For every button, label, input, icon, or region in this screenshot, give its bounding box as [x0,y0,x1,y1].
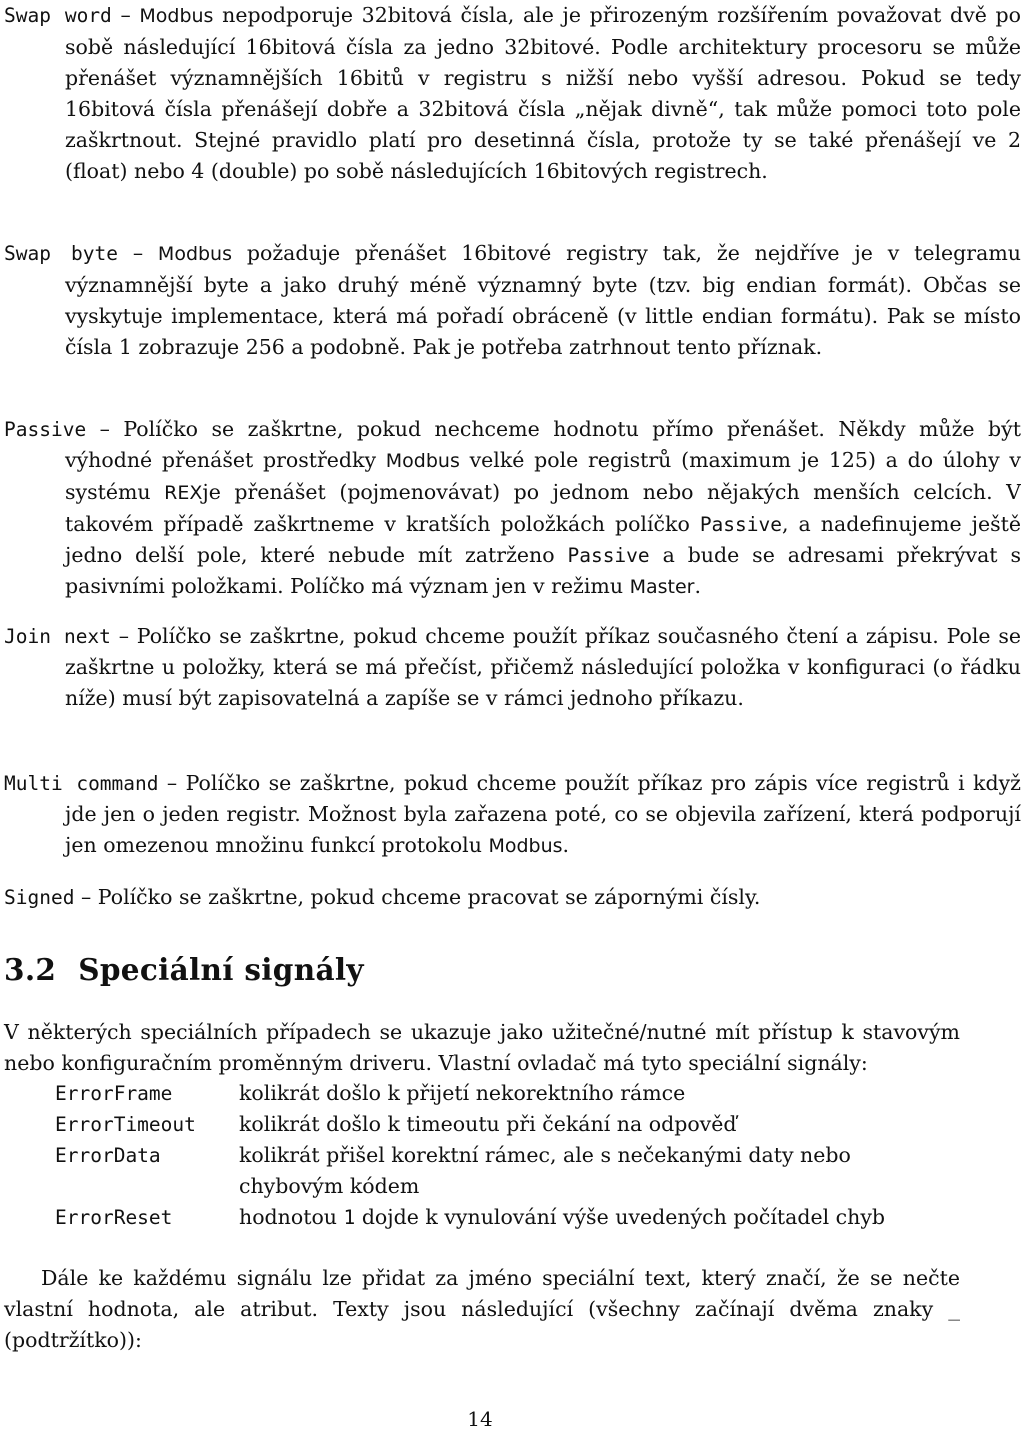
outro-text: (podtržítko)): [4,1328,142,1352]
section-heading [4,952,364,987]
rex-label: REX [164,482,203,504]
option-term: Passive [4,418,87,441]
option-term: Swap word [4,4,112,27]
signal-description-text: dojde k vynulování výše uvedených počítadel chyb [361,1205,886,1229]
option-description: Políčko se zaškrtne, pokud nechceme hodnotu přímo přenášet. Někdy může být výhodné přenášet prostředky [65,417,1021,472]
option-description: a bude se adresami překrývat s pasivními položkami. Políčko má význam jen v režimu [65,543,1021,598]
signal-description-text: hodnotou [239,1205,337,1229]
option-join-next [4,621,1021,714]
signal-description: kolikrát přišel korektní rámec, ale s nečekanými daty nebo chybovým kódem [239,1143,851,1198]
passive-term: Passive [699,513,782,536]
intro-paragraph: V některých speciálních případech se ukazuje jako užitečné/nutné mít přístup k stavovým nebo konfiguračním proměnným driveru. Vlastní ovladač má tyto speciální signály: [4,1020,960,1075]
option-signed [4,882,1021,913]
modbus-label: Modbus [385,450,460,472]
dash: – [120,3,131,27]
signal-row [4,1109,960,1140]
modbus-label: Modbus [139,5,214,27]
signal-name: ErrorReset [55,1206,173,1229]
signal-description: kolikrát došlo k timeoutu při čekání na odpověď [239,1112,737,1136]
signal-value: 1 [343,1206,356,1229]
option-swap-word [4,0,1021,187]
option-description: velké pole registrů (maximum je 125) a do úlohy v systému [65,448,1021,504]
underscore-char: _ [948,1298,960,1321]
dash: – [99,417,110,441]
option-description: požaduje přenášet 16bitové registry tak, že nejdříve je v telegramu významnější byte a jako druhý méně významný byte (tzv. big endian formát). Občas se vyskytuje implementace, která má pořadí obráceně (v little endian formátu). Pak se místo čísla 1 zobrazuje 256 a podobně. Pak je potřeba zatrhnout tento příznak. [65,241,1021,359]
section-title: Speciální signály [78,952,364,987]
dash: – [80,885,92,909]
option-description: , a nadefinujeme ještě jedno delší pole, které nebude mít zatrženo [65,512,1021,567]
option-multi-command [4,768,1021,862]
option-description: Políčko se zaškrtne, pokud chceme použít příkaz pro zápis více registrů i když jde jen o jeden registr. Možnost byla zařazena poté, co se objevila zařízení, která podporují jen omezenou množinu funkcí protokolu [65,771,1021,857]
period: . [562,833,570,857]
option-swap-byte [4,238,1021,363]
page-number: 14 [467,1407,493,1431]
outro-paragraph [4,1263,960,1356]
modbus-label: Modbus [157,243,233,265]
option-description: je přenášet (pojmenovávat) po jednom nebo nějakých menších celcích. V takovém případě zaškrtneme v kratších položkách políčko [65,480,1021,536]
option-description: Políčko se zaškrtne, pokud chceme použít příkaz současného čtení a zápisu. Pole se zaškrtne u položky, která se má přečíst, přičemž následující položka v konfiguraci (o řádku níže) musí být zapisovatelná a zapíše se v rámci jednoho příkazu. [65,624,1021,710]
option-description: Políčko se zaškrtne, pokud chceme pracovat se zápornými čísly. [97,885,761,909]
master-label: Master [629,576,695,598]
passive-term: Passive [567,544,650,567]
signal-name: ErrorFrame [55,1082,173,1105]
signal-name: ErrorData [55,1144,161,1167]
signals-list [4,1078,960,1233]
signal-row [4,1140,960,1202]
signal-name: ErrorTimeout [55,1113,196,1136]
option-term: Join next [4,625,111,648]
signal-row [4,1078,960,1109]
period: . [694,574,701,598]
signal-row [4,1202,960,1233]
dash: – [118,624,129,648]
option-term: Swap byte [4,242,118,265]
dash: – [166,771,178,795]
modbus-label: Modbus [488,835,563,857]
signal-description: kolikrát došlo k přijetí nekorektního rámce [239,1081,686,1105]
option-passive [4,414,1021,603]
signal-description [239,1202,960,1233]
option-description: nepodporuje 32bitová čísla, ale je přirozeným rozšířením považovat dvě po sobě následující 16bitová čísla za jedno 32bitové. Podle architektury procesoru se může přenášet významnějších 16bitů v registru s nižší nebo vyšší adresou. Pokud se tedy 16bitová čísla přenášejí dobře a 32bitová čísla „nějak divně“, tak může pomoci toto pole zaškrtnout. Stejné pravidlo platí pro desetinná čísla, protože ty se také přenášejí ve 2 (float) nebo 4 (double) po sobě následujících 16bitových registrech. [65,3,1021,183]
option-term: Signed [4,886,75,909]
dash: – [132,241,144,265]
option-term: Multi command [4,772,159,795]
section-number: 3.2 [4,952,57,987]
outro-text: Dále ke každému signálu lze přidat za jméno speciální text, který značí, že se nečte vlastní hodnota, ale atribut. Texty jsou následující (všechny začínají dvěma znaky [4,1266,960,1321]
